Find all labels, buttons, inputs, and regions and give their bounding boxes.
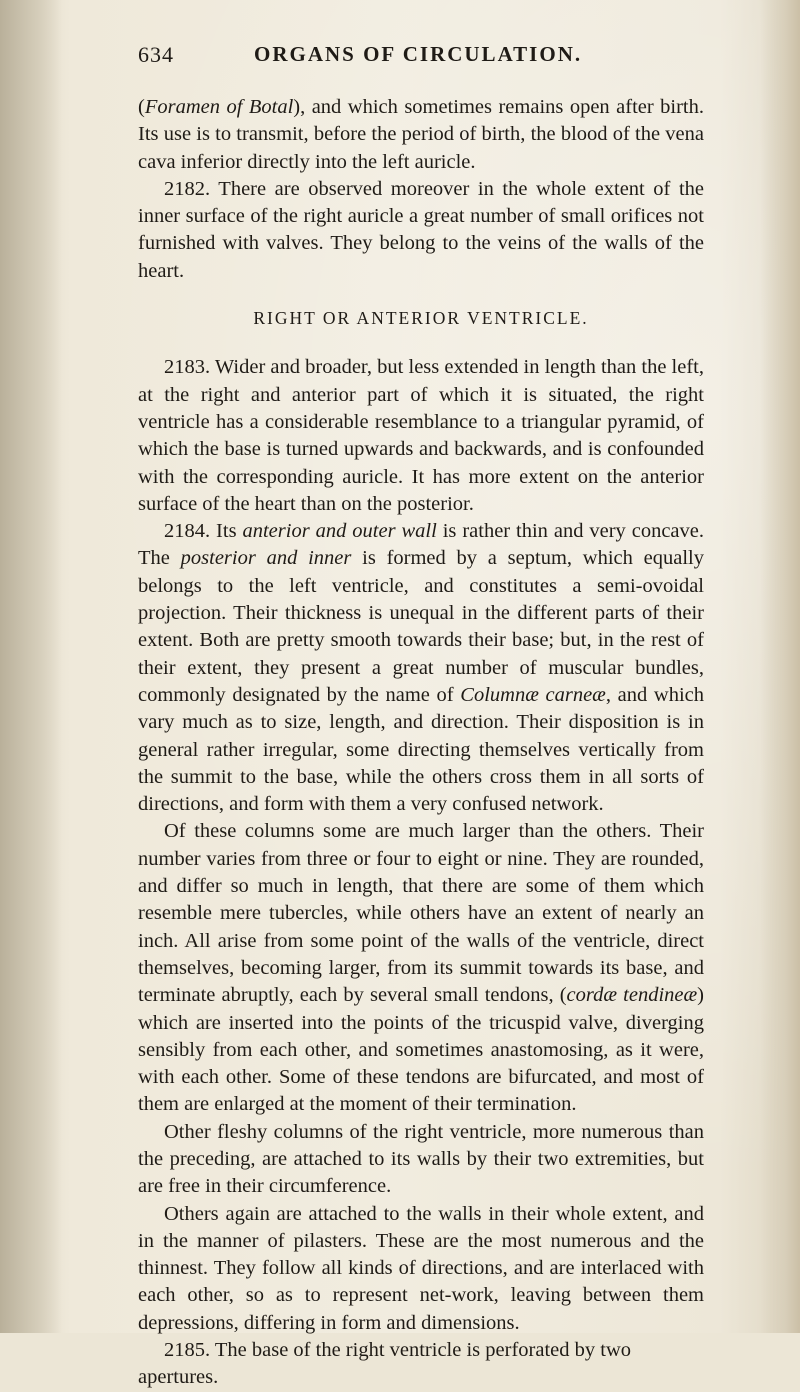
para-2184-text-4: , and which vary much as to size, length, and direction. Their disposition is in general rather irregular, some directing themselves vertically from the summit to the base, while the others cross them in all sorts of directions, and form with them a very confused network.	[138, 683, 704, 816]
paragraph-2183: 2183. Wider and broader, but less extended in length than the left, at the right and anterior part of which it is situated, the right ventricle has a considerable resemblance to a triangular pyramid, of which the base is turned upwards and backwards, and is confounded with the corresponding auricle. It has more extent on the anterior surface of the heart than on the posterior.	[138, 356, 704, 515]
para-columns-text-1: Of these columns some are much larger than the others. Their number varies from three or four to eight or nine. They are rounded, and differ so much in length, that there are some of them which resemble mere tubercles, while others have an extent of nearly an inch. All arise from some point of the walls of the ventricle, direct themselves, becoming larger, from its summit towards its base, and terminate abruptly, each by several small tendons, (	[138, 820, 704, 1007]
page-gutter-shadow	[0, 0, 62, 1333]
paragraph-fleshy-columns: Other fleshy columns of the right ventricle, more numerous than the preceding, are attached to its walls by their two extremities, but are free in their circumference.	[138, 1120, 704, 1198]
para-columns-italic: cordæ tendineæ	[566, 984, 698, 1007]
paragraph-2182: 2182. There are observed moreover in the whole extent of the inner surface of the right auricle a great number of small orifices not furnished with valves. They belong to the veins of the walls of the heart.	[138, 177, 704, 282]
para-2184-text-1: 2184. Its	[164, 520, 243, 543]
para-columns-text-2: ) which are inserted into the points of the tricuspid valve, diverging sensibly from each other, and sometimes anastomosing, as it were, with each other. Some of these tendons are bifurcated, and most of them are enlarged at the moment of their termination.	[138, 984, 704, 1116]
paragraph-2184	[138, 518, 704, 818]
running-title: ORGANS OF CIRCULATION.	[254, 42, 583, 66]
para-2184-italic-2: posterior and inner	[180, 547, 352, 570]
foramen-italic: Foramen of Botal	[144, 96, 294, 118]
section-heading: RIGHT OR ANTERIOR VENTRICLE.	[253, 308, 589, 329]
para-2184-italic-1: anterior and outer wall	[242, 520, 437, 543]
paragraph-2185: 2185. The base of the right ventricle is perforated by two apertures.	[138, 1339, 631, 1389]
paragraph-pilasters: Others again are attached to the walls in their whole extent, and in the manner of pilasters. These are the most numerous and the thinnest. They follow all kinds of directions, and are interlaced with each other, so as to represent net-work, leaving between them depressions, differing in form and dimensions.	[138, 1202, 704, 1334]
foramen-text: ), and which sometimes remains open after birth. Its use is to transmit, before the period of birth, the blood of the vena cava inferior directly into the left auricle.	[138, 96, 705, 173]
para-2184-text-2: is rather thin and very concave. The	[138, 520, 705, 570]
para-2184-italic-3: Columnæ carneæ	[460, 683, 606, 706]
paragraph-columns	[138, 818, 704, 1118]
page-edge-shadow	[760, 0, 800, 1333]
page-number: 634	[138, 42, 174, 67]
para-2184-text-3: is formed by a septum, which equally belongs to the left ventricle, and constitutes a semi-ovoidal projection. Their thickness is unequal in the different parts of their extent. Both are pretty smooth towards their base; but, in the rest of their extent, they present a great number of muscular bundles, commonly designated by the name of	[138, 547, 704, 706]
page-body	[138, 94, 704, 1392]
page-header	[138, 42, 698, 72]
paragraph-foramen: (Foramen of Botal), and which sometimes remains open after birth. Its use is to transmit, before the period of birth, the blood of the vena cava inferior directly into the left auricle.	[138, 96, 705, 173]
